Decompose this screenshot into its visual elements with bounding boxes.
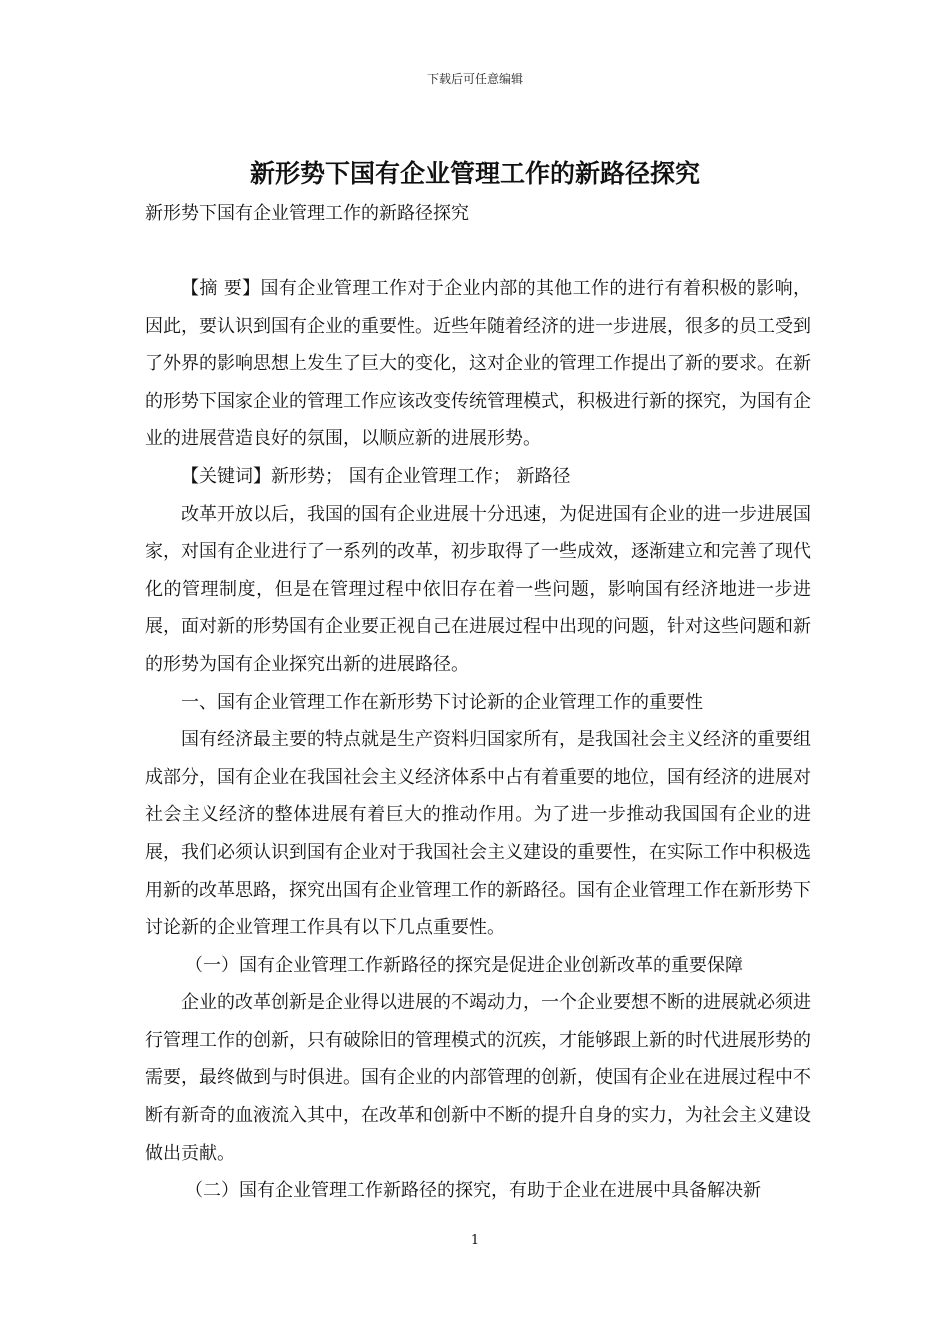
- subsection-heading: （二）国有企业管理工作新路径的探究，有助于企业在进展中具备解决新: [185, 1180, 761, 1202]
- document-title: 新形势下国有企业管理工作的新路径探究: [249, 159, 700, 188]
- page-number: 1: [470, 1233, 480, 1248]
- header-note: 下载后可任意编辑: [426, 72, 523, 86]
- abstract-paragraph: 【摘 要】国有企业管理工作对于企业内部的其他工作的进行有着积极的影响，因此，要认识到国有企业的重要性。近些年随着经济的进一步进展，很多的员工受到了外界的影响思想上发生了巨大的变化，这对企业的管理工作提出了新的要求。在新的形势下国家企业的管理工作应该改变传统管理模式，积极进行新的探究，为国有企业的进展营造良好的氛围，以顺应新的进展形势。: [145, 278, 811, 450]
- document-subtitle: 新形势下国有企业管理工作的新路径探究: [145, 203, 469, 224]
- body-paragraph: 企业的改革创新是企业得以进展的不竭动力，一个企业要想不断的进展就必须进行管理工作的创新，只有破除旧的管理模式的沉疾，才能够跟上新的时代进展形势的需要，最终做到与时俱进。国有企业的内部管理的创新，使国有企业在进展过程中不断有新奇的血液流入其中，在改革和创新中不断的提升自身的实力，为社会主义建设做出贡献。: [145, 992, 811, 1164]
- document-body: [145, 270, 811, 1210]
- subsection-heading: （一）国有企业管理工作新路径的探究是促进企业创新改革的重要保障: [185, 954, 743, 976]
- body-paragraph: 国有经济最主要的特点就是生产资料归国家所有，是我国社会主义经济的重要组成部分，国有企业在我国社会主义经济体系中占有着重要的地位，国有经济的进展对社会主义经济的整体进展有着巨大的推动作用。为了进一步推动我国国有企业的进展，我们必须认识到国有企业对于我国社会主义建设的重要性，在实际工作中积极选用新的改革思路，探究出国有企业管理工作的新路径。国有企业管理工作在新形势下讨论新的企业管理工作具有以下几点重要性。: [145, 729, 811, 939]
- intro-paragraph: 改革开放以后，我国的国有企业进展十分迅速，为促进国有企业的进一步进展国家，对国有企业进行了一系列的改革，初步取得了一些成效，逐渐建立和完善了现代化的管理制度，但是在管理过程中依旧存在着一些问题，影响国有经济地进一步进展，面对新的形势国有企业要正视自己在进展过程中出现的问题，针对这些问题和新的形势为国有企业探究出新的进展路径。: [145, 503, 811, 675]
- keywords-paragraph: 【关键词】新形势； 国有企业管理工作； 新路径: [181, 465, 571, 487]
- section-heading: 一、国有企业管理工作在新形势下讨论新的企业管理工作的重要性: [181, 691, 703, 713]
